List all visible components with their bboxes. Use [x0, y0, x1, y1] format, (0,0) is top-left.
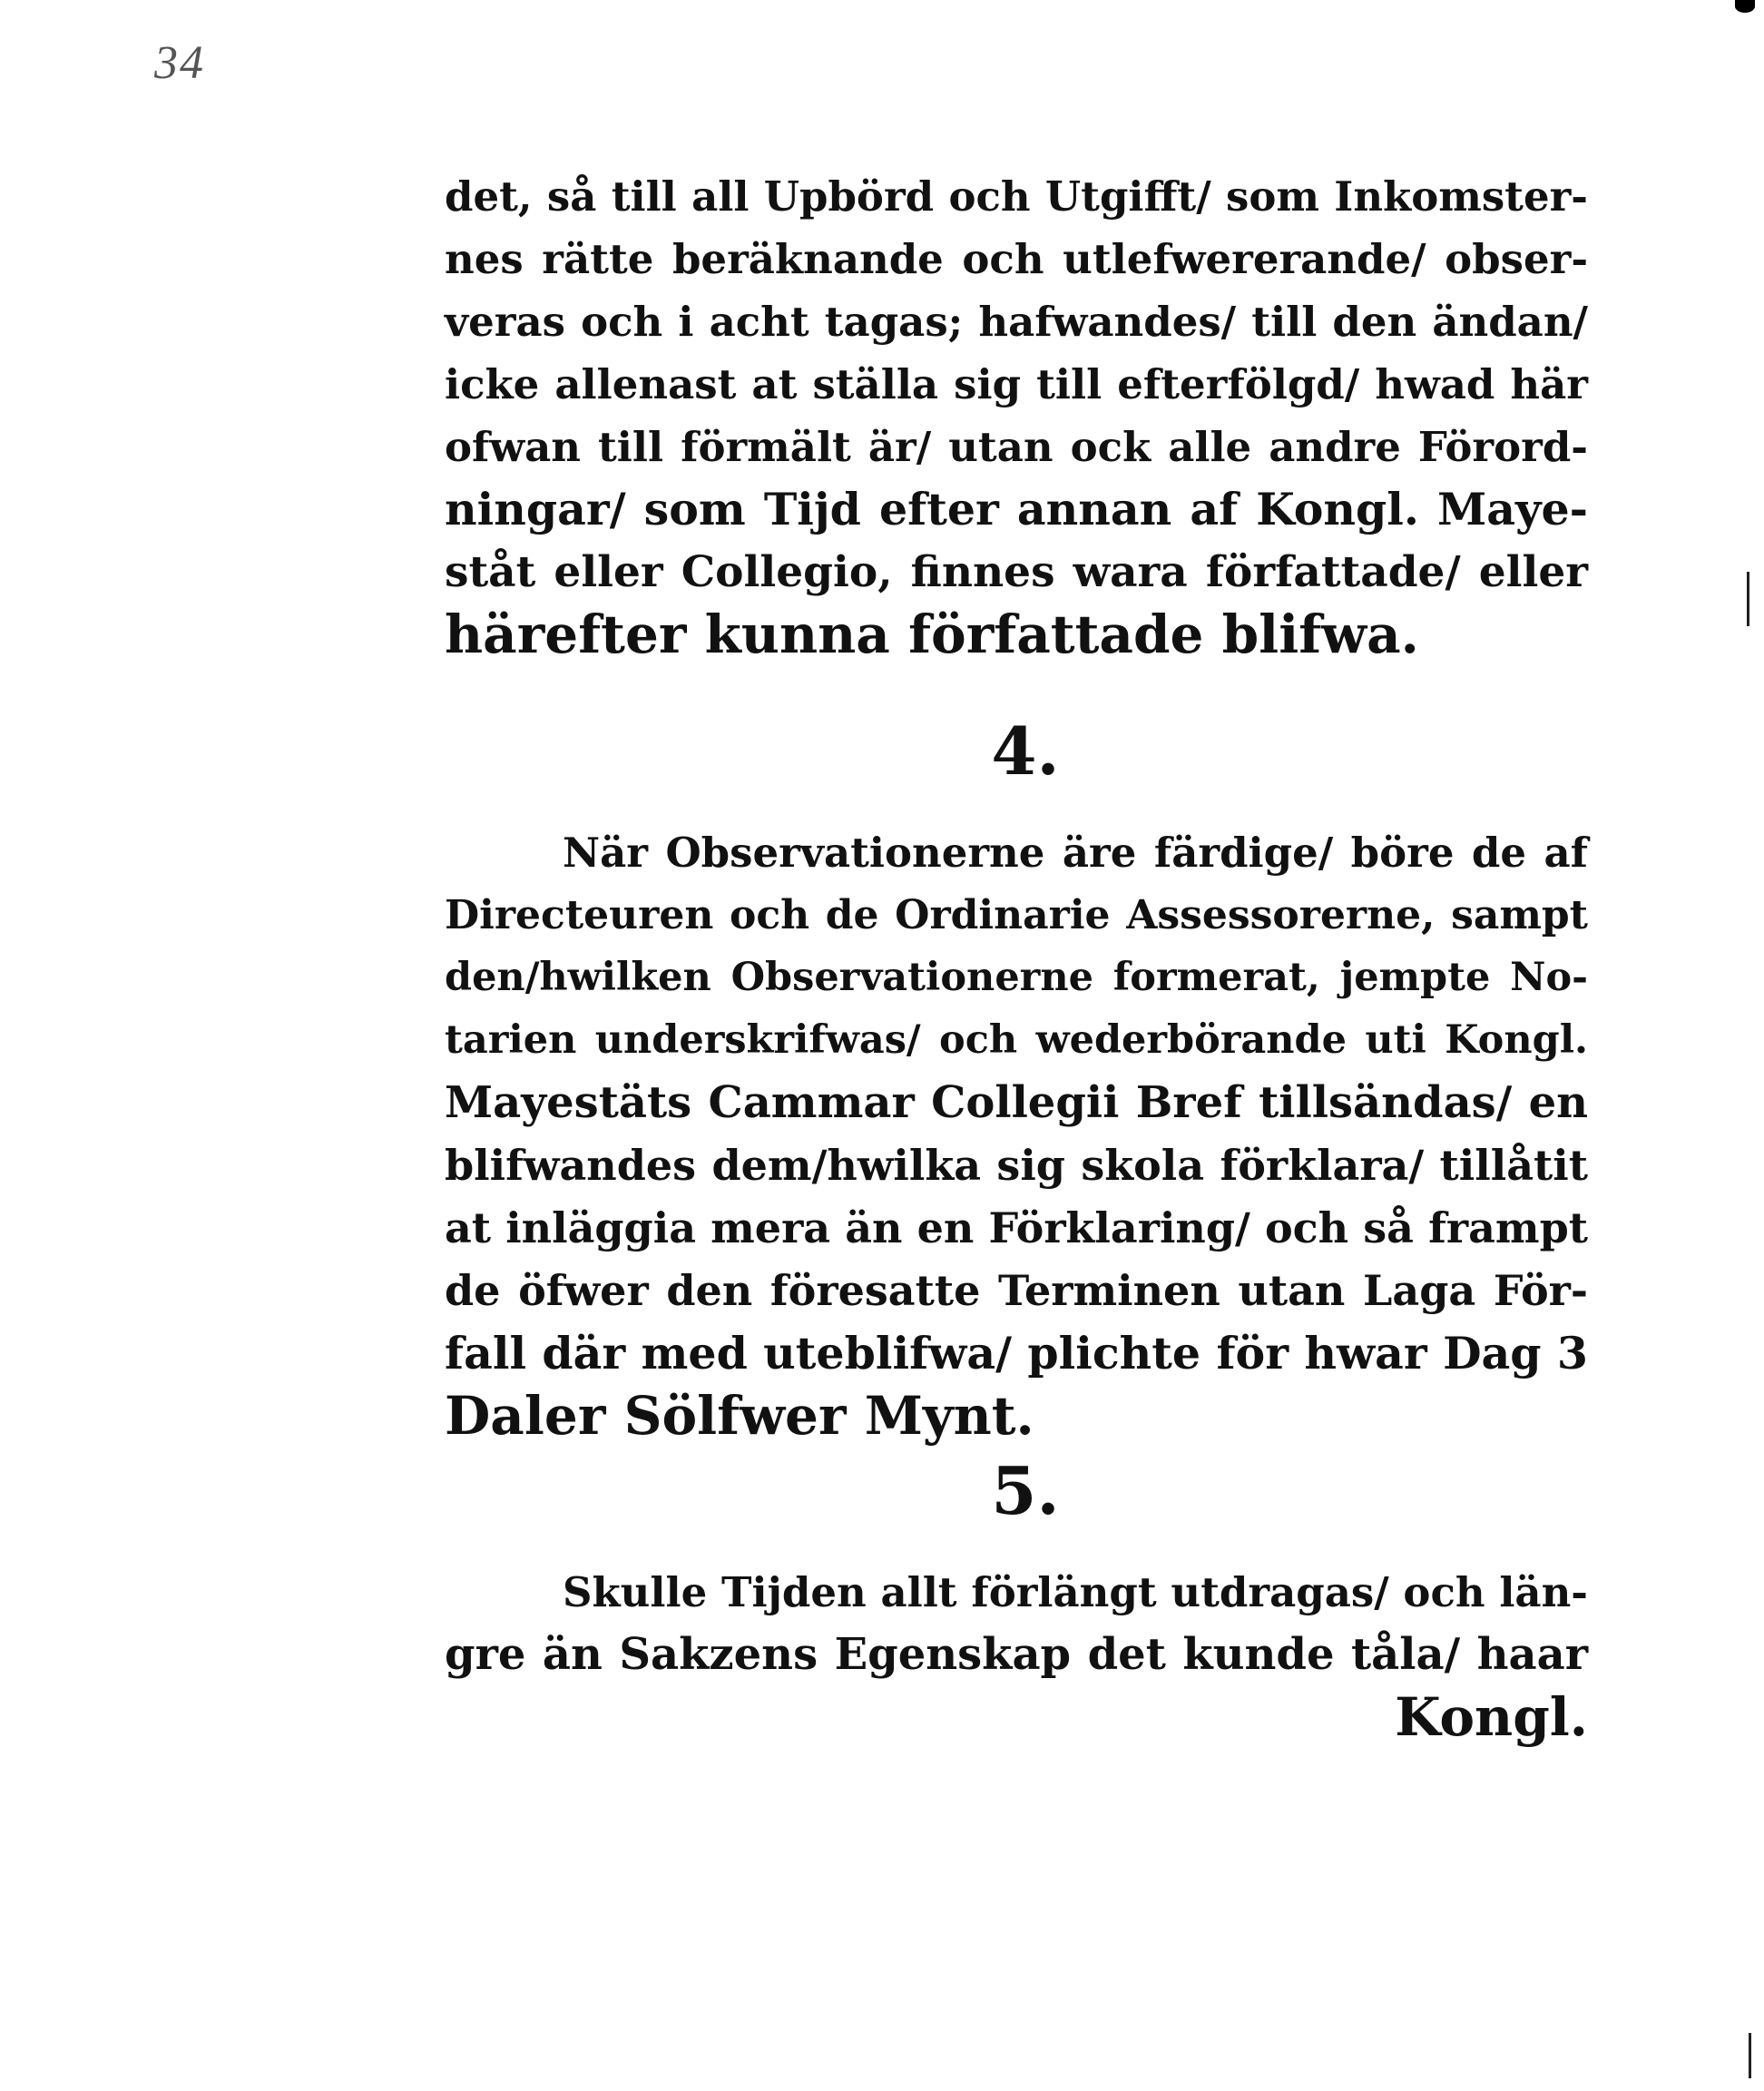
text-line: de öfwer den föresatte Terminen utan Laga För-: [445, 1266, 1588, 1315]
section-5-paragraph: [445, 1561, 1588, 1749]
edge-ink-mark: [1749, 2033, 1751, 2078]
text-line: ofwan till förmält är/ utan ock alle andre Förord-: [445, 423, 1588, 471]
section-number-4: 4.: [991, 712, 1060, 790]
text-line: fall där med uteblifwa/ plichte för hwar Dag 3: [445, 1327, 1588, 1379]
text-line: det, så till all Upbörd och Utgifft/ som Inkomster-: [445, 172, 1588, 221]
text-line: Daler Sölfwer Mynt.: [445, 1385, 1034, 1447]
text-line: den/hwilken Observationerne formerat, jempte No-: [445, 955, 1588, 1000]
text-line: gre än Sakzens Egenskap det kunde tåla/ haar: [445, 1629, 1588, 1680]
text-line: icke allenast at ställa sig till efterfölgd/ hwad här: [445, 360, 1588, 408]
text-line: Mayestäts Cammar Collegii Bref tillsändas/ en: [445, 1077, 1588, 1128]
text-line: nes rätte beräknande och utlefwererande/ obser-: [445, 235, 1588, 283]
page-folio-number: 34: [154, 37, 205, 89]
text-line: blifwandes dem/hwilka sig skola förklara/ tillåtit: [445, 1141, 1588, 1190]
text-line: at inläggia mera än en Förklaring/ och så frampt: [445, 1203, 1588, 1252]
corner-ink-mark: [1735, 0, 1755, 13]
text-line: veras och i acht tagas; hafwandes/ till den ändan/: [445, 298, 1588, 346]
edge-ink-mark: [1747, 572, 1749, 626]
text-line: Directeuren och de Ordinarie Assessorerne, sampt: [445, 892, 1588, 938]
section-4-paragraph: [445, 821, 1588, 1448]
text-line: tarien underskrifwas/ och wederbörande uti Kongl.: [445, 1017, 1588, 1063]
text-line: ståt eller Collegio, finnes wara författade/ eller: [445, 547, 1588, 597]
text-line: När Observationerne äre färdige/ böre de af: [563, 829, 1588, 877]
text-line: ningar/ som Tijd efter annan af Kongl. Maye-: [445, 483, 1588, 535]
section-3-continuation: [445, 165, 1588, 666]
section-number-5: 5.: [991, 1452, 1060, 1529]
catchword: Kongl.: [1395, 1686, 1588, 1748]
text-line: härefter kunna författade blifwa.: [445, 604, 1419, 665]
text-line: Skulle Tijden allt förlängt utdragas/ och län-: [563, 1568, 1588, 1616]
